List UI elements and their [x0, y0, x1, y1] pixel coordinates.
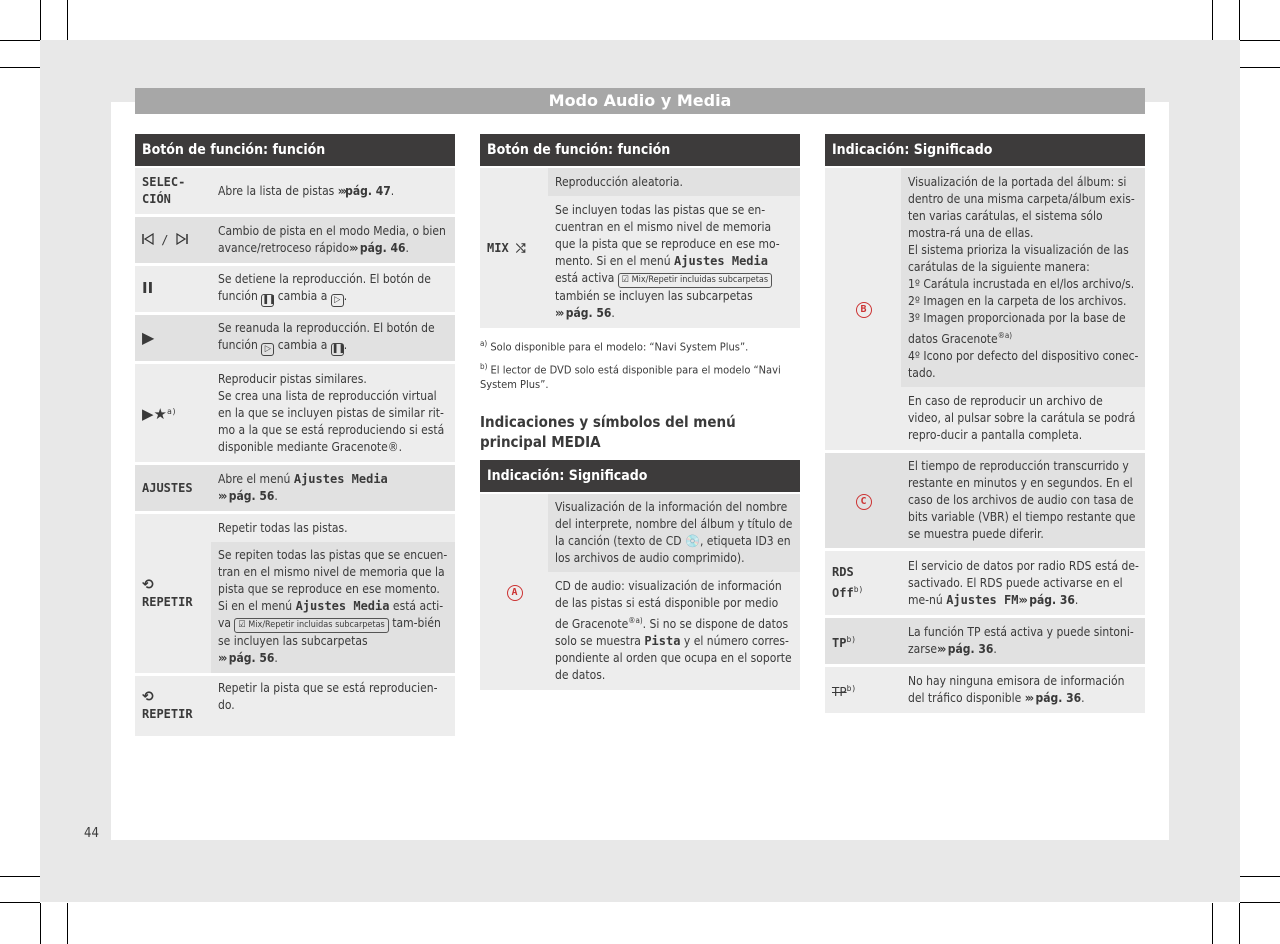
pause-button-icon: ❚❚ [331, 344, 346, 354]
value-cell [901, 168, 1145, 387]
table-row [135, 315, 455, 361]
list-item: 2º Imagen en la carpeta de los archivos. [908, 294, 1127, 308]
table-title: Indicación: Significado [480, 460, 800, 492]
row-text: El servicio de datos por radio RDS está de-sactivado. El RDS puede activarse en el me-nú [908, 558, 1139, 607]
page-ref: pág. 47 [345, 183, 391, 198]
row-text: . Si no se dispone de datos solo se muestra [555, 617, 789, 649]
crop-mark [1240, 902, 1280, 903]
footnote [480, 336, 800, 355]
footnote-mark: ®a) [997, 331, 1013, 340]
row-text: está activa [555, 271, 615, 285]
value-cell: Cambio de pista en el modo Media, o bien avance/retroceso rápido››› pág. 46. [211, 217, 455, 263]
column-2 [480, 134, 800, 690]
value-cell: Repetir todas las pistas. [211, 514, 455, 542]
row-text: está acti-va [218, 599, 444, 630]
table-row [135, 676, 455, 736]
crop-mark [1240, 876, 1280, 877]
page-number: 44 [84, 826, 99, 841]
footnote [480, 359, 800, 393]
repeat-one-icon: ⟲ [142, 689, 154, 705]
list-item: 1º Carátula incrustada en el/los archivo/s. [908, 277, 1135, 291]
crop-mark [0, 876, 40, 877]
key-cell: SELEC- CIÓN [135, 168, 211, 214]
row-text: Reproducir pistas similares. [218, 371, 367, 386]
crop-mark [1239, 903, 1240, 944]
key-cell [135, 266, 211, 312]
value-cell [548, 572, 800, 690]
ref-arrow: ››› [337, 183, 346, 198]
prev-track-icon [142, 233, 154, 245]
page-ref: pág. 36 [947, 642, 994, 656]
table-title: Botón de función: función [480, 134, 800, 166]
row-text: El sistema prioriza la visualización de las carátulas de la siguiente manera: [908, 243, 1129, 274]
value-cell: Repetir la pista que se está reproducien-do. [211, 676, 455, 736]
row-text: cambia a [277, 338, 328, 352]
crop-mark [40, 0, 41, 40]
row-text: también se incluyen las subcarpetas [555, 289, 753, 303]
shuffle-icon: ⤭ [515, 240, 526, 255]
indication-table [825, 168, 1145, 713]
table-title: Indicación: Significado [825, 134, 1145, 166]
cd-text-icon: 💿 [685, 534, 700, 549]
footnote-mark: b) [846, 634, 857, 644]
list-item: 4º Icono por defecto del dispositivo conec-tado. [908, 349, 1139, 380]
row-text: No hay ninguna emisora de información del tráfico disponible [908, 674, 1125, 705]
footnote-mark: b) [846, 683, 857, 693]
crop-mark [67, 0, 68, 40]
row-text: Se repiten todas las pistas que se encuen-tran en el mismo nivel de memoria que la pista que se reproduce en ese momento. Si en el menú [218, 548, 448, 613]
key-cell: AJUSTES [135, 465, 211, 511]
value-cell: El servicio de datos por radio RDS está de-sactivado. El RDS puede activarse en el me-nú Ajustes FM››› pág. 36. [901, 551, 1145, 615]
function-table [480, 168, 800, 328]
next-track-icon [176, 233, 188, 245]
key-label: REPETIR [142, 707, 193, 721]
table-title: Botón de función: función [135, 134, 455, 166]
section-heading: Indicaciones y símbolos del menú principal MEDIA [480, 413, 736, 452]
function-table [135, 168, 455, 736]
row-text: Se crea una lista de reproducción virtual en la que se incluyen pistas de similar rit-mo a la que se está reproduciendo si está disponible mediante Gracenote®. [218, 388, 445, 454]
play-icon: ▶ [142, 327, 155, 347]
ref-arrow: ››› [218, 489, 226, 503]
table-row [825, 453, 1145, 548]
callout-a: A [507, 585, 523, 601]
indication-table [480, 494, 800, 690]
callout-c: C [856, 494, 872, 510]
table-row [480, 168, 800, 196]
crop-mark [0, 40, 40, 41]
value-cell: El tiempo de reproducción transcurrido y restante en minutos y en segundos. En el caso de los archivos de audio con tasa de bits variable (VBR) el tiempo restante que se muestra puede diferir. [901, 453, 1145, 548]
crop-mark [1212, 903, 1213, 944]
value-cell: Se repiten todas las pistas que se encuen-tran en el mismo nivel de memoria que la pista que se reproduce en ese momento. Si en el menú Ajustes Media está acti-va ☑ Mix/Repetir incluidas subcarpetas tam-bién se incluyen las subcarpetas ››› pág. 56. [211, 542, 455, 673]
key-label: RDS Off [832, 565, 854, 600]
column-1 [135, 134, 455, 736]
footnote-text: Solo disponible para el modelo: “Navi System Plus”. [490, 340, 749, 354]
page-ref: pág. 56 [228, 651, 275, 665]
page-ref: pág. 56 [228, 489, 275, 503]
row-text: Abre la lista de pistas [218, 183, 335, 198]
option-badge: ☑ Mix/Repetir incluidas subcarpetas [234, 618, 388, 633]
row-text: y el número corres-pondiente al orden que ocupa en el soporte de datos. [555, 634, 792, 683]
value-cell: Abre la lista de pistas ›››pág. 47. [211, 168, 455, 214]
value-cell [211, 364, 455, 462]
key-cell [135, 514, 211, 673]
key-cell [825, 618, 901, 664]
option-badge: ☑ Mix/Repetir incluidas subcarpetas [618, 273, 772, 288]
value-cell: Se incluyen todas las pistas que se en-cuentran en el mismo nivel de memoria que la pista que se reproduce en ese mo-mento. Si en el menú Ajustes Media está activa ☑ Mix/Repetir incluidas subcarpetas también se incluyen las subcarpetas ››› pág. 56. [548, 196, 800, 328]
ref-arrow: ››› [1018, 592, 1026, 607]
page-ref: pág. 46 [359, 241, 406, 255]
ref-arrow: ››› [555, 306, 563, 320]
footnote-mark: ®a) [628, 616, 643, 626]
crop-mark [1240, 67, 1280, 68]
table-row [480, 494, 800, 572]
key-label: MIX [487, 240, 509, 255]
row-text: tam-bién se incluyen las subcarpetas [218, 616, 441, 648]
value-cell: No hay ninguna emisora de información del tráfico disponible ››› pág. 36. [901, 667, 1145, 713]
value-cell: Reproducción aleatoria. [548, 168, 800, 196]
key-cell [480, 494, 548, 690]
page-ref: pág. 56 [565, 306, 612, 320]
key-cell [825, 453, 901, 548]
page-ref: pág. 36 [1035, 691, 1082, 705]
table-row [135, 514, 455, 542]
value-cell: En caso de reproducir un archivo de video, al pulsar sobre la carátula se podrá repro-ducir a pantalla completa. [901, 387, 1145, 450]
footnote-mark: a) [166, 406, 177, 416]
tp-off-icon: TP [832, 684, 847, 699]
badge-label: Mix/Repetir incluidas subcarpetas [248, 620, 385, 630]
page-ref: pág. 36 [1029, 592, 1075, 607]
menu-name: Ajustes Media [293, 472, 388, 486]
footnote-text: El lector de DVD solo está disponible para el modelo “Navi System Plus”. [480, 363, 781, 392]
ref-arrow: ››› [218, 651, 226, 665]
crop-mark [1212, 0, 1213, 40]
list-item: 3º Imagen proporcionada por la base de datos Gracenote [908, 311, 1126, 346]
table-row [135, 266, 455, 312]
key-cell [135, 217, 211, 263]
value-cell: Abre el menú Ajustes Media ››› pág. 56. [211, 465, 455, 511]
play-button-icon: ▷ [261, 343, 274, 356]
value-cell: Se detiene la reproducción. El botón de función ❚❚ cambia a ▷ . [211, 266, 455, 312]
badge-label: Mix/Repetir incluidas subcarpetas [631, 275, 769, 285]
play-star-icon: ▶★ [142, 404, 167, 423]
key-cell [135, 364, 211, 462]
ref-arrow: ››› [937, 642, 945, 656]
row-text: Cambio de pista en el modo Media, o bien avance/retroceso rápido [218, 224, 446, 255]
row-text: CD de audio: visualización de información de las pistas si está disponible por medio de Gracenote [555, 579, 782, 632]
table-row [135, 364, 455, 462]
key-cell [825, 667, 901, 713]
crop-mark [67, 903, 68, 944]
table-row [135, 217, 455, 263]
ref-arrow: ››› [1024, 691, 1033, 705]
crop-mark [40, 903, 41, 944]
key-cell [480, 168, 548, 328]
key-cell [135, 676, 211, 736]
play-button-icon: ▷ [331, 294, 344, 307]
menu-name: Ajustes FM [946, 592, 1019, 607]
row-text: , etiqueta ID3 en los archivos de audio comprimido). [555, 534, 791, 566]
crop-mark [0, 902, 40, 903]
key-label: REPETIR [142, 594, 193, 609]
table-row [825, 667, 1145, 713]
menu-name: Ajustes Media [674, 254, 768, 268]
repeat-all-icon: ⟲ [142, 576, 154, 593]
menu-name: Ajustes Media [295, 599, 390, 613]
row-text: Se detiene la reproducción. El botón de función [218, 272, 431, 303]
key-cell [825, 551, 901, 615]
value-cell: Se reanuda la reproducción. El botón de función ▷ cambia a ❚❚. [211, 315, 455, 361]
row-text: Se incluyen todas las pistas que se en-cuentran en el mismo nivel de memoria que la pista que se reproduce en ese mo-mento. Si en el menú [555, 203, 780, 268]
table-row [825, 551, 1145, 615]
value-cell [548, 494, 800, 572]
table-row [135, 465, 455, 511]
row-text: Se reanuda la reproducción. El botón de función [218, 321, 435, 352]
table-row [825, 618, 1145, 664]
footnote-mark: b) [480, 361, 488, 371]
pause-button-icon: ❚❚ [262, 295, 276, 305]
pause-icon: II [142, 279, 154, 297]
table-row [135, 168, 455, 214]
row-text: Visualización de la información del nombre del interprete, nombre del álbum y título de la canción (texto de CD [555, 500, 793, 549]
row-text: La función TP está activa y puede sintoni-zarse [908, 625, 1134, 656]
footnote-mark: a) [480, 339, 488, 348]
key-cell [825, 168, 901, 450]
row-text: cambia a [277, 289, 328, 303]
crop-mark [1240, 40, 1280, 41]
column-3 [825, 134, 1145, 713]
crop-mark [1239, 0, 1240, 40]
table-row [825, 168, 1145, 387]
display-word: Pista [644, 634, 681, 649]
page-header: Modo Audio y Media [135, 88, 1145, 114]
row-text: Visualización de la portada del álbum: si dentro de una misma carpeta/álbum exis-ten varias carátulas, el sistema sólo mostra-rá una de ellas. [908, 175, 1135, 240]
key-cell [135, 315, 211, 361]
key-label: TP [832, 635, 847, 650]
ref-arrow: ››› [349, 241, 357, 255]
crop-mark [0, 67, 40, 68]
callout-b: B [856, 302, 872, 318]
row-text: Abre el menú [218, 472, 291, 486]
key-separator: / [161, 232, 169, 247]
value-cell: La función TP está activa y puede sintoni-zarse››› pág. 36. [901, 618, 1145, 664]
footnote-mark: b) [853, 585, 864, 594]
